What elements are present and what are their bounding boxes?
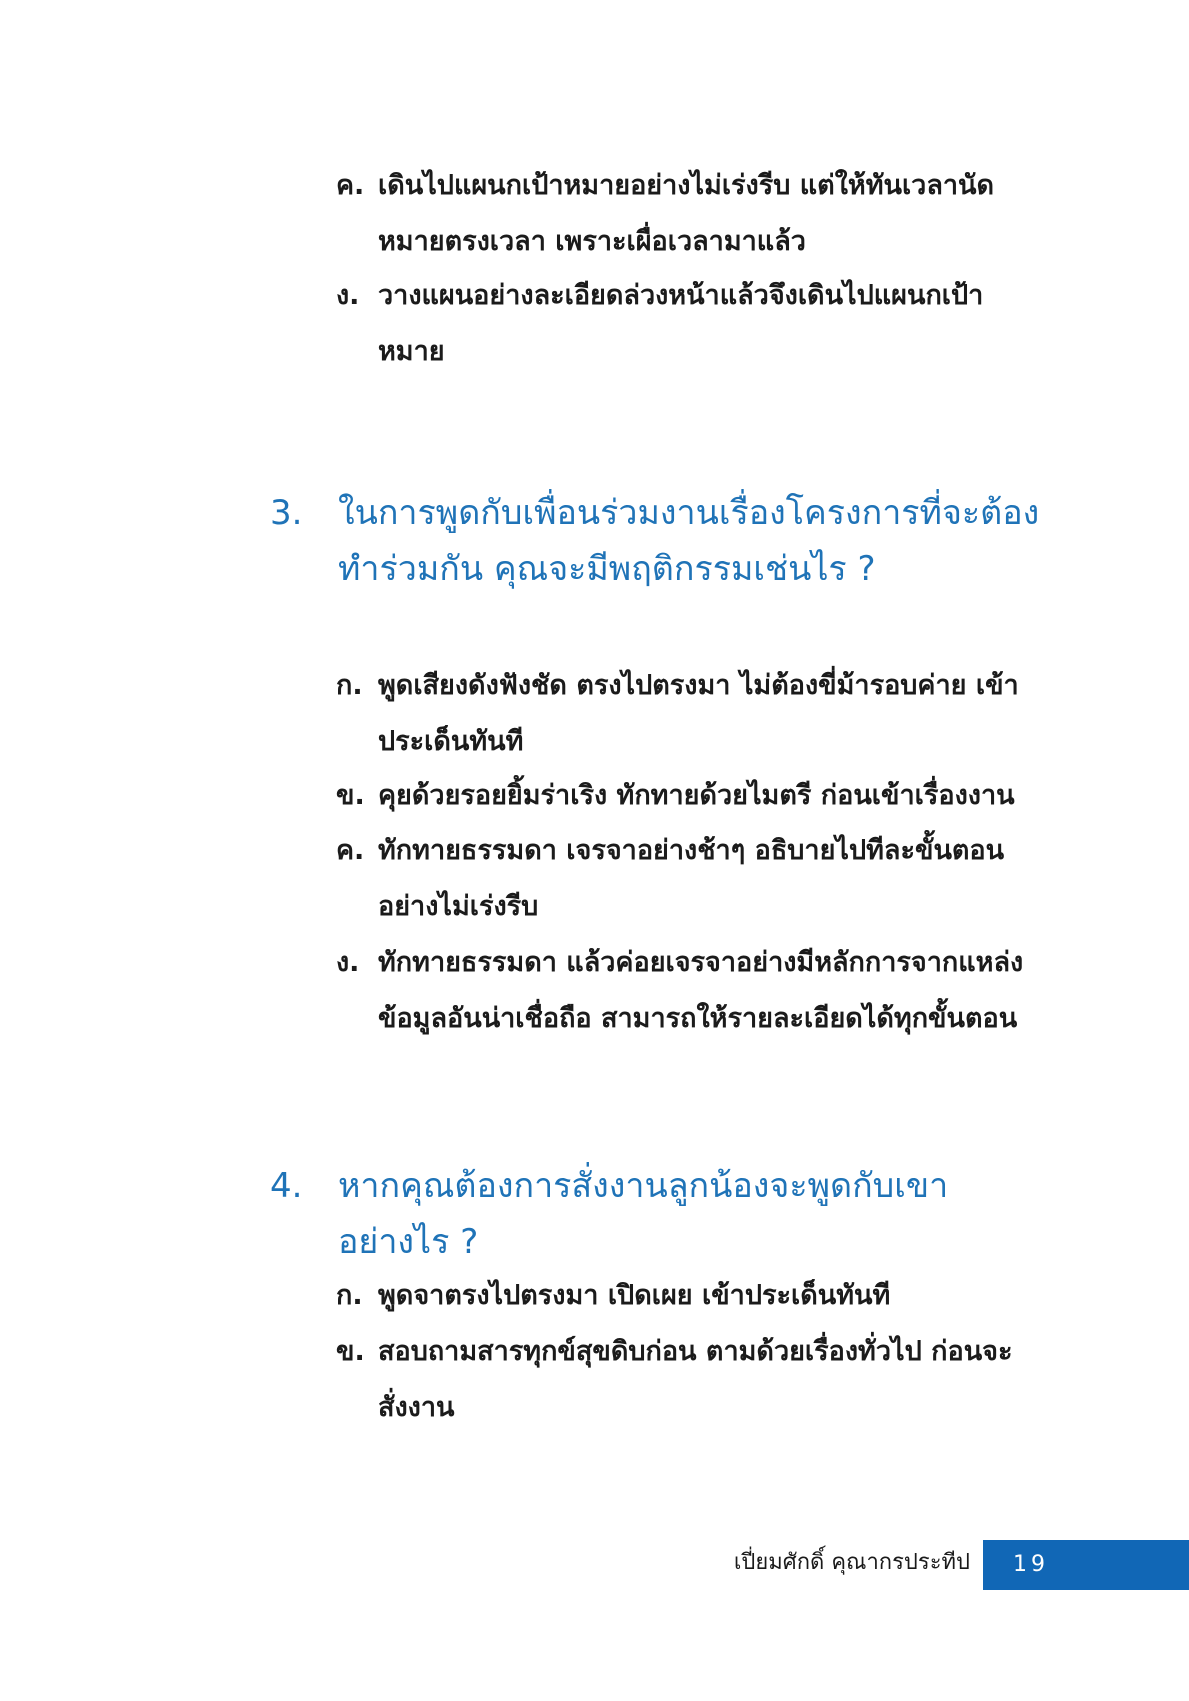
q3-option-a	[336, 658, 1031, 770]
option-text: พูดจาตรงไปตรงมา เปิดเผย เข้าประเด็นทันที	[378, 1280, 891, 1311]
page-number: 19	[1013, 1552, 1049, 1577]
option-label: ข.	[336, 1336, 365, 1367]
option-text: ทักทายธรรมดา เจรจาอย่างช้าๆ อธิบายไปทีละขั้นตอนอย่างไม่เร่งรีบ	[378, 835, 1005, 922]
option-label: ค.	[336, 170, 365, 201]
option-label: ง.	[336, 947, 360, 978]
option-d-previous	[336, 268, 1031, 380]
q4-option-a	[336, 1268, 1031, 1324]
option-label: ก.	[336, 1280, 363, 1311]
page-number-box	[983, 1540, 1189, 1590]
question-text: หากคุณต้องการสั่งงานลูกน้องจะพูดกับเขาอย่างไร ?	[338, 1166, 949, 1262]
option-c-previous	[336, 158, 1031, 270]
question-4	[270, 1158, 1040, 1270]
option-text: สอบถามสารทุกข์สุขดิบก่อน ตามด้วยเรื่องทั่วไป ก่อนจะสั่งงาน	[378, 1336, 1013, 1423]
question-number: 4.	[270, 1166, 303, 1206]
option-label: ค.	[336, 835, 365, 866]
question-text: ในการพูดกับเพื่อนร่วมงานเรื่องโครงการที่จะต้องทำร่วมกัน คุณจะมีพฤติกรรมเช่นไร ?	[338, 493, 1040, 589]
option-label: ข.	[336, 780, 365, 811]
option-text: วางแผนอย่างละเอียดล่วงหน้าแล้วจึงเดินไปแผนกเป้าหมาย	[378, 280, 984, 367]
option-label: ง.	[336, 280, 360, 311]
q3-option-d	[336, 935, 1031, 1047]
option-text: เดินไปแผนกเป้าหมายอย่างไม่เร่งรีบ แต่ให้ทันเวลานัดหมายตรงเวลา เพราะเผื่อเวลามาแล้ว	[378, 170, 995, 257]
q4-option-b	[336, 1324, 1031, 1436]
question-number: 3.	[270, 493, 303, 533]
option-text: ทักทายธรรมดา แล้วค่อยเจรจาอย่างมีหลักการจากแหล่งข้อมูลอันน่าเชื่อถือ สามารถให้รายละเอียดได้ทุกขั้นตอน	[378, 947, 1024, 1034]
option-text: พูดเสียงดังฟังชัด ตรงไปตรงมา ไม่ต้องขี่ม้ารอบค่าย เข้าประเด็นทันที	[378, 670, 1019, 757]
footer-author: เปี่ยมศักดิ์ คุณากรประทีป	[733, 1550, 970, 1575]
q3-option-b	[336, 768, 1031, 824]
option-label: ก.	[336, 670, 363, 701]
question-3	[270, 485, 1040, 597]
option-text: คุยด้วยรอยยิ้มร่าเริง ทักทายด้วยไมตรี ก่อนเข้าเรื่องงาน	[378, 780, 1015, 811]
q3-option-c	[336, 823, 1031, 935]
